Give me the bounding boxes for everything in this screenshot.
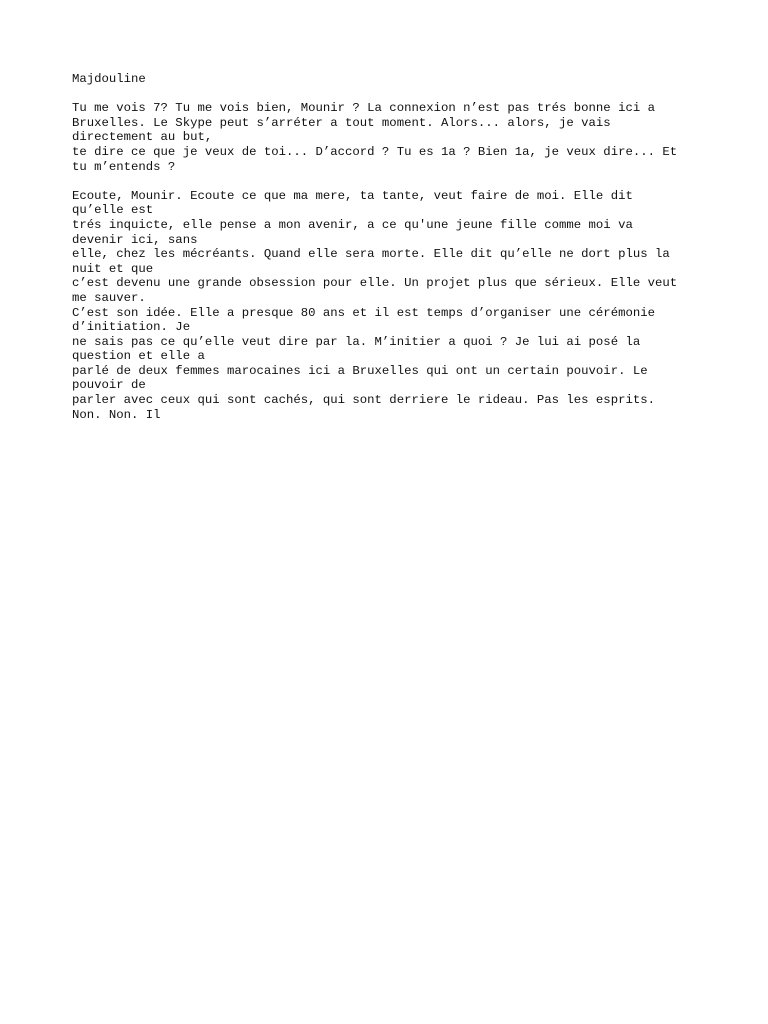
text-line: question et elle a — [72, 349, 205, 364]
text-line: qu’elle est — [72, 203, 154, 218]
text-line: trés inquicte, elle pense a mon avenir, a ce qu'une jeune fille comme moi va — [72, 217, 633, 232]
text-line: Non. Non. Il — [72, 407, 161, 422]
text-line: Bruxelles. Le Skype peut s’arréter a tout moment. Alors... alors, je vais — [72, 115, 611, 130]
text-line: Ecoute, Mounir. Ecoute ce que ma mere, ta tante, veut faire de moi. Elle dit — [72, 188, 633, 203]
text-line: elle, chez les mécréants. Quand elle sera morte. Elle dit qu’elle ne dort plus la — [72, 247, 670, 262]
text-line: directement au but, — [72, 130, 213, 145]
text-line: c’est devenu une grande obsession pour elle. Un projet plus que sérieux. Elle veut — [72, 276, 678, 291]
speaker-name: Majdouline — [72, 72, 146, 86]
text-line: parler avec ceux qui sont cachés, qui sont derriere le rideau. Pas les esprits. — [72, 393, 655, 408]
text-line: te dire ce que je veux de toi... D’accord ? Tu es 1a ? Bien 1a, je veux dire... Et — [72, 144, 678, 159]
paragraph-2 — [72, 189, 722, 423]
text-line: tu m’entends ? — [72, 159, 176, 174]
text-line: devenir ici, sans — [72, 232, 198, 247]
text-line: nuit et que — [72, 261, 154, 276]
text-line: parlé de deux femmes marocaines ici a Bruxelles qui ont un certain pouvoir. Le — [72, 363, 648, 378]
text-line: C’est son idée. Elle a presque 80 ans et il est temps d’organiser une cérémonie — [72, 305, 655, 320]
text-line: d’initiation. Je — [72, 320, 191, 335]
text-line: me sauver. — [72, 290, 146, 305]
text-line: ne sais pas ce qu’elle veut dire par la. M’initier a quoi ? Je lui ai posé la — [72, 334, 641, 349]
document-page — [72, 72, 722, 437]
text-line: pouvoir de — [72, 378, 146, 393]
text-line: Tu me vois 7? Tu me vois bien, Mounir ? La connexion n’est pas trés bonne ici a — [72, 101, 655, 116]
paragraph-1 — [72, 101, 722, 174]
